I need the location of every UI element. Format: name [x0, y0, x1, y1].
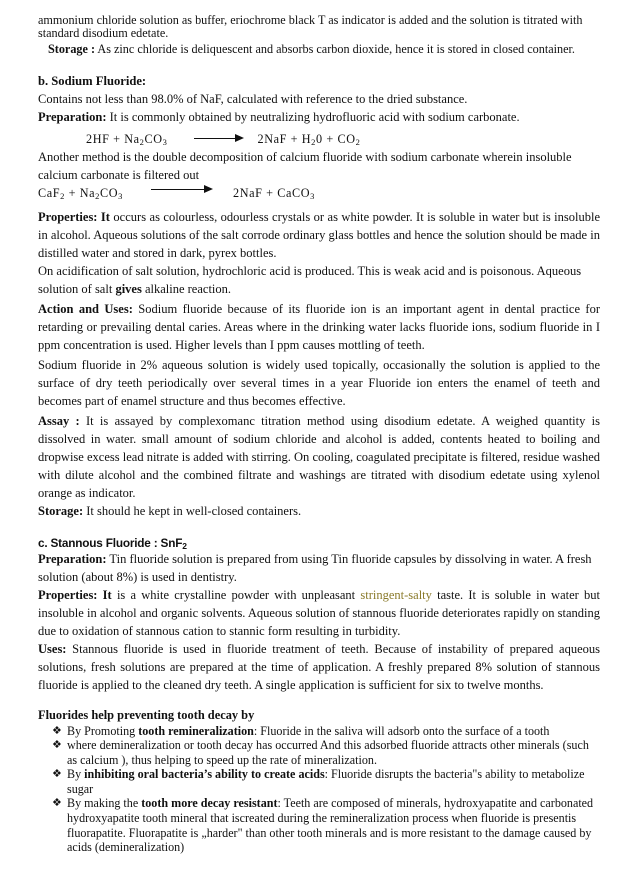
sodium-topical: Sodium fluoride in 2% aqueous solution is widely used topically, occasionally the solution is applied to the surface of dry teeth periodically over several times in a year Fluoride ion enters the enamel of teeth and becomes part of enamel structure and thus becomes effective. — [38, 357, 600, 408]
sodium-acidification: On acidification of salt solution, hydrochloric acid is produced. This is weak acid and is poisonous. Aqueous solution of salt gives alkaline reaction. — [38, 263, 582, 296]
zinc-storage-paragraph: Storage : As zinc chloride is deliquescent and absorbs carbon dioxide, hence it is stored in closed container. — [48, 42, 575, 56]
storage-label: Storage : — [48, 42, 96, 56]
sodium-method-2: Another method is the double decomposition of calcium fluoride with sodium carbonate wherein insoluble calcium carbonate is filtered out — [38, 149, 572, 182]
highlighted-term: stringent-salty — [360, 587, 432, 602]
sodium-preparation: Preparation: It is commonly obtained by neutralizing hydrofluoric acid with sodium carbonate. — [38, 109, 520, 124]
equation-2-products: 2NaF + CaCO$_3$ — [233, 185, 316, 201]
sodium-properties: Properties: It occurs as colourless, odourless crystals or as white powder. It is soluble in water but is insoluble in alcohol. Aqueous solutions of the salt corrode ordinary glass bottles and hence the solution should be made in distilled water and stored in dark, pyrex bottles. — [38, 209, 600, 260]
stannous-preparation: Preparation: Tin fluoride solution is prepared from using Tin fluoride capsules by dissolving in water. A fresh solution (about 8%) is used in dentistry. — [38, 551, 592, 584]
equation-1 — [38, 130, 600, 148]
four-point-star-icon: ❖ — [52, 723, 62, 737]
stannous-uses: Uses: Stannous fluoride is used in fluoride treatment of teeth. Because of instability of prepared aqueous solutions, fresh solutions are prepared at the time of application. A freshly prepared 8% solution of stannous fluoride is applied to the cleaned dry teeth. A single application is sufficient for six to twelve months. — [38, 641, 600, 692]
list-item: ❖ By inhibiting oral bacteria’s ability to create acids: Fluoride disrupts the bacteria"s ability to metabolize sugar — [52, 767, 585, 796]
document-page — [38, 14, 600, 855]
sodium-fluoride-heading: b. Sodium Fluoride: — [38, 73, 147, 88]
stannous-fluoride-heading: c. Stannous Fluoride : SnF$_2$ — [38, 535, 187, 551]
four-point-star-icon: ❖ — [52, 796, 62, 810]
sodium-storage: Storage: It should he kept in well-closed containers. — [38, 503, 302, 518]
reaction-arrow-icon — [151, 188, 213, 198]
list-item: ❖ By Promoting tooth remineralization: Fluoride in the saliva will adsorb onto the surface of a tooth — [52, 723, 550, 738]
sodium-purity: Contains not less than 98.0% of NaF, calculated with reference to the dried substance. — [38, 91, 468, 106]
equation-1-products: $2NaF + H_20 + CO_2$ — [257, 131, 361, 147]
list-item: ❖ where demineralization or tooth decay has occurred And this adsorbed fluoride attracts other minerals (such as calcium ), thus helping to speed up the rate of mineralization. — [52, 738, 589, 767]
sodium-assay: Assay : It is assayed by complexomanc titration method using disodium edetate. A weighed quantity is dissolved in water. small amount of sodium chloride and alcohol is added, contents heated to boiling and dropwise excess lead nitrate is added with stirring. On cooling, coagulated precipitate is filtered, residue washed with dilute alcohol and the combined filtrate and washings are titrated with disodium edetate using xylenol orange as indicator. — [38, 413, 600, 500]
intro-paragraph: ammonium chloride solution as buffer, eriochrome black T as indicator is added and the solution is titrated with standard disodium edetate. — [38, 13, 583, 40]
fluorides-list — [38, 724, 600, 855]
reaction-arrow-icon — [194, 134, 244, 144]
equation-1-reactants: $2HF + Na_2CO_3$ — [86, 131, 168, 147]
four-point-star-icon: ❖ — [52, 738, 62, 752]
equation-2-reactants: $CaF_2 + Na_2CO_3$ — [38, 185, 124, 201]
sodium-action-uses: Action and Uses: Sodium fluoride because of its fluoride ion is an important agent in dental practice for retarding or prevailing dental caries. Areas where in the drinking water lacks fluoride ions, sodium fluoride in I ppm concentration is used. Higher levels than I ppm causes mottling of teeth. — [38, 301, 600, 352]
list-item: ❖ By making the tooth more decay resistant: Teeth are composed of minerals, hydroxyapatite and carbonated hydroxyapatite tooth mineral that iscreated during the remineralization process when fluoride is presentis fluorapatite. Fluorapatite is „harder" than other tooth minerals and is more resistant to the damage caused by acids (demineralization) — [52, 796, 594, 855]
four-point-star-icon: ❖ — [52, 767, 62, 781]
equation-2 — [38, 184, 600, 202]
fluorides-heading: Fluorides help preventing tooth decay by — [38, 707, 255, 722]
stannous-properties: Properties: It is a white crystalline powder with unpleasant stringent-salty taste. It is soluble in water but insoluble in alcohol and organic solvents. Aqueous solution of stannous fluoride deteriorates rapidly on standing due to oxidation of stannous cation to stannic form resulting in turbidity. — [38, 587, 600, 638]
